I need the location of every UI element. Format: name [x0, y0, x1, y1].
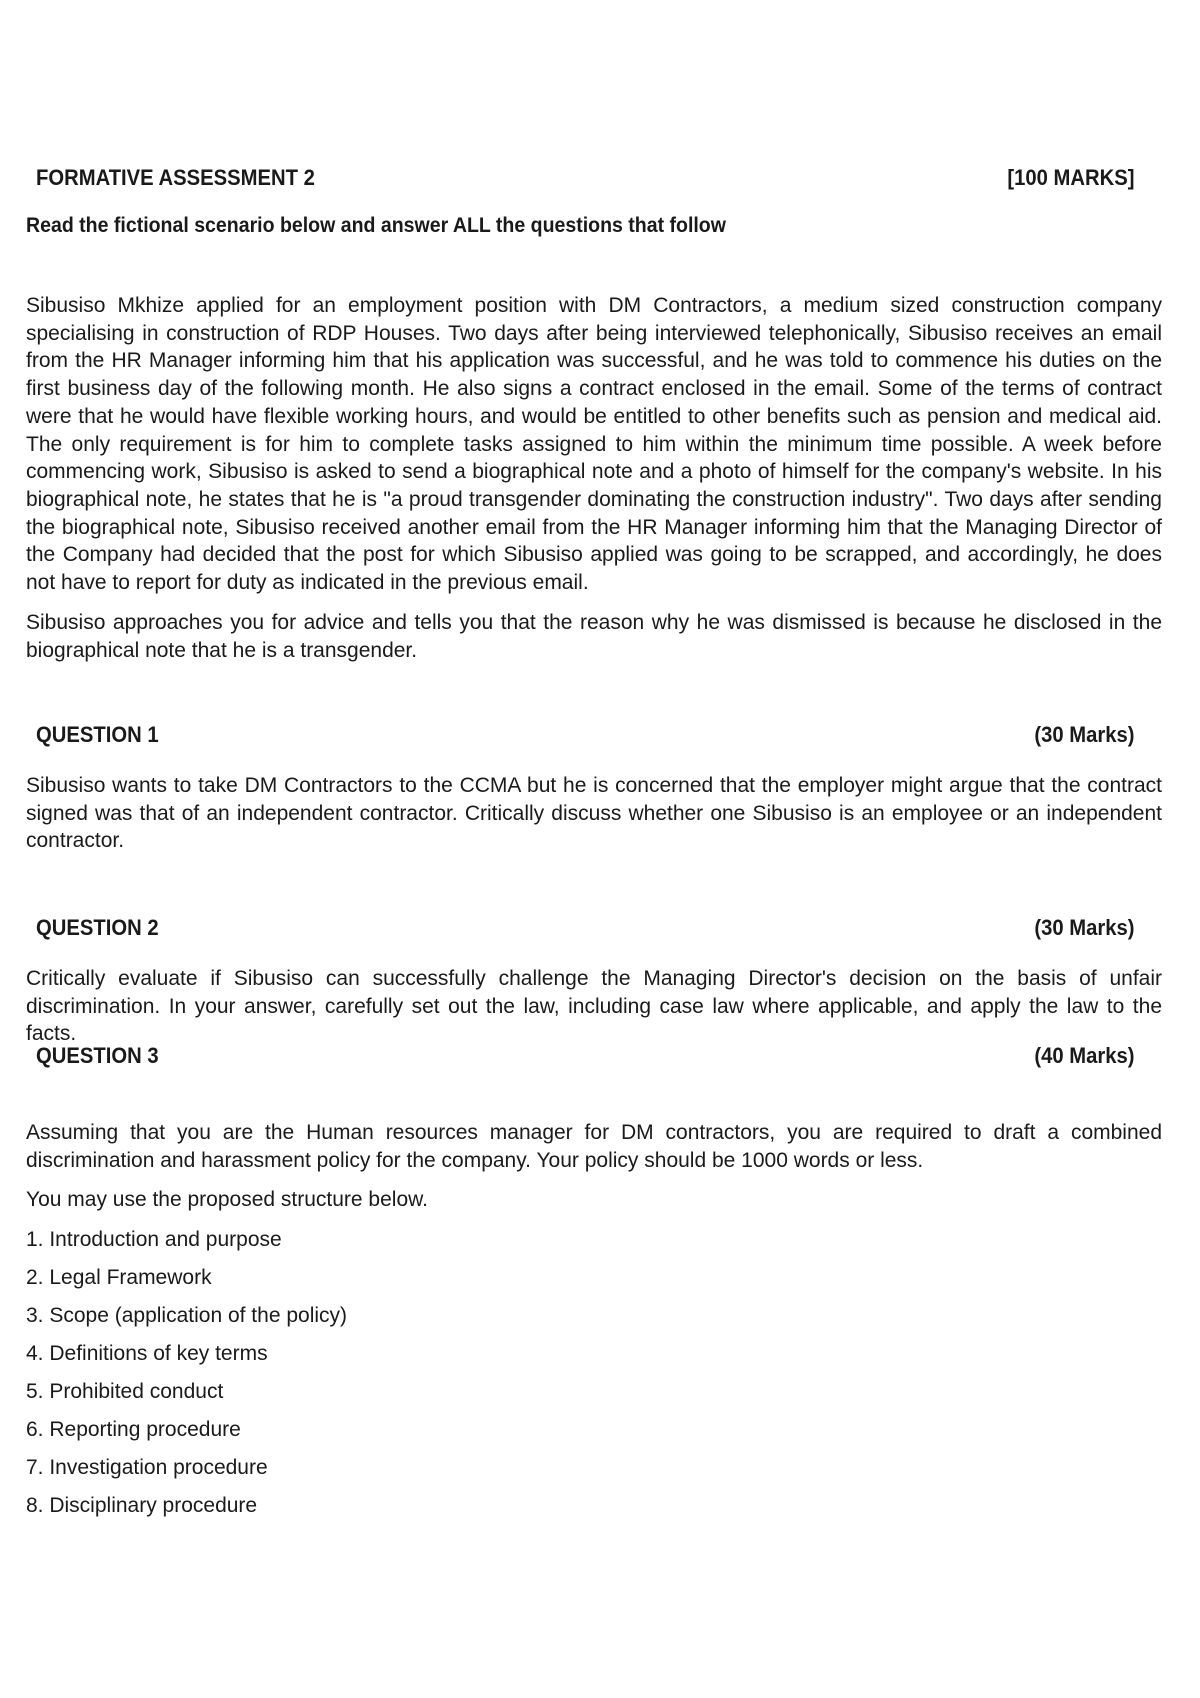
question-1-title: QUESTION 1	[36, 722, 159, 747]
assessment-title: FORMATIVE ASSESSMENT 2	[36, 165, 315, 190]
question-1-text: Sibusiso wants to take DM Contractors to the CCMA but he is concerned that the employer might argue that the contract signed was that of an independent contractor. Critically discuss whether one Sibusiso is an employee or an independent contractor.	[26, 774, 1162, 853]
structure-list	[26, 1221, 347, 1525]
structure-item: 3. Scope (application of the policy)	[26, 1304, 348, 1327]
assessment-total-marks: [100 MARKS]	[1007, 165, 1135, 190]
structure-intro: You may use the proposed structure below.	[26, 1188, 428, 1211]
structure-item: 7. Investigation procedure	[26, 1456, 268, 1479]
question-1-marks: (30 Marks)	[1034, 722, 1135, 747]
scenario-paragraph-1: Sibusiso Mkhize applied for an employment position with DM Contractors, a medium sized construction company specialising in construction of RDP Houses. Two days after being interviewed telephonically, Sibusiso receives an email from the HR Manager informing him that his application was successful, and he was told to commence his duties on the first business day of the following month. He also signs a contract enclosed in the email. Some of the terms of contract were that he would have flexible working hours, and would be entitled to other benefits such as pension and medical aid. The only requirement is for him to complete tasks assigned to him within the minimum time possible. A week before commencing work, Sibusiso is asked to send a biographical note and a photo of himself for the company's website. In his biographical note, he states that he is "a proud transgender dominating the construction industry". Two days after sending the biographical note, Sibusiso received another email from the HR Manager informing him that the Managing Director of the Company had decided that the post for which Sibusiso applied was going to be scrapped, and accordingly, he does not have to report for duty as indicated in the previous email.	[26, 294, 1162, 595]
structure-item: 6. Reporting procedure	[26, 1418, 241, 1441]
structure-item: 5. Prohibited conduct	[26, 1380, 224, 1403]
question-2-header	[36, 915, 1135, 941]
structure-item: 8. Disciplinary procedure	[26, 1494, 258, 1517]
question-1-header	[36, 722, 1135, 748]
question-3-text: Assuming that you are the Human resources manager for DM contractors, you are required to draft a combined discrimination and harassment policy for the company. Your policy should be 1000 words or less.	[26, 1121, 1162, 1172]
assessment-header	[36, 165, 1135, 191]
scenario-paragraph-2: Sibusiso approaches you for advice and tells you that the reason why he was dismissed is because he disclosed in the biographical note that he is a transgender.	[26, 611, 1162, 662]
question-2-marks: (30 Marks)	[1034, 915, 1135, 940]
structure-item: 1. Introduction and purpose	[26, 1228, 282, 1251]
instruction-text: Read the fictional scenario below and answer ALL the questions that follow	[26, 214, 726, 237]
structure-item: 2. Legal Framework	[26, 1266, 212, 1289]
question-3-marks: (40 Marks)	[1034, 1043, 1135, 1068]
question-2-title: QUESTION 2	[36, 915, 159, 940]
question-3-header	[36, 1043, 1135, 1069]
question-2-text: Critically evaluate if Sibusiso can successfully challenge the Managing Director's decision on the basis of unfair discrimination. In your answer, carefully set out the law, including case law where applicable, and apply the law to the facts.	[26, 967, 1162, 1046]
question-3-title: QUESTION 3	[36, 1043, 159, 1068]
structure-item: 4. Definitions of key terms	[26, 1342, 268, 1365]
